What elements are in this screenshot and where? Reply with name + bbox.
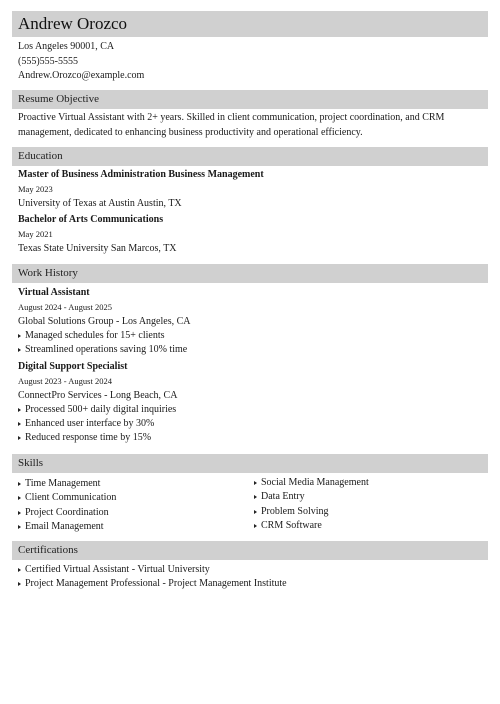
certifications-bullets bbox=[18, 563, 484, 592]
education-degree: Bachelor of Arts Communications bbox=[18, 214, 164, 225]
skill-item: Data Entry bbox=[254, 490, 474, 504]
list-item: Streamlined operations saving 10% time bbox=[18, 343, 484, 357]
list-item: Managed schedules for 15+ clients bbox=[18, 329, 484, 343]
education-date: May 2023 bbox=[18, 184, 53, 194]
list-item: Reduced response time by 15% bbox=[18, 431, 484, 445]
list-item: Processed 500+ daily digital inquiries bbox=[18, 403, 484, 417]
list-item: Enhanced user interface by 30% bbox=[18, 417, 484, 431]
job-dates: August 2024 - August 2025 bbox=[18, 302, 112, 312]
education-degree: Master of Business Administration Business Management bbox=[18, 169, 264, 180]
education-entry bbox=[18, 168, 484, 211]
certification-item: Project Management Professional - Project Management Institute bbox=[18, 577, 484, 591]
job-title: Digital Support Specialist bbox=[18, 360, 128, 372]
section-heading-education: Education bbox=[12, 147, 488, 166]
skills-column-right bbox=[254, 476, 474, 533]
section-heading-certifications: Certifications bbox=[12, 541, 488, 560]
section-heading-work-history: Work History bbox=[12, 264, 488, 283]
skill-item: Time Management bbox=[18, 477, 238, 491]
skill-item: Social Media Management bbox=[254, 476, 474, 490]
skill-item: Project Coordination bbox=[18, 506, 238, 520]
skills-list-right bbox=[254, 476, 474, 533]
skills-list-left bbox=[18, 477, 238, 534]
work-history-list bbox=[18, 286, 484, 445]
job-dates: August 2023 - August 2024 bbox=[18, 375, 112, 386]
skill-item: CRM Software bbox=[254, 519, 474, 533]
education-entry bbox=[18, 213, 484, 256]
certifications-list bbox=[18, 563, 484, 592]
skill-item: Client Communication bbox=[18, 491, 238, 505]
contact-email: Andrew.Orozco@example.com bbox=[18, 70, 145, 81]
education-date: May 2021 bbox=[18, 229, 53, 239]
job-entry bbox=[18, 360, 484, 446]
contact-phone: (555)555-5555 bbox=[18, 55, 78, 67]
skill-item: Problem Solving bbox=[254, 505, 474, 519]
section-heading-skills: Skills bbox=[12, 454, 488, 473]
education-school: Texas State University San Marcos, TX bbox=[18, 243, 177, 254]
certification-item: Certified Virtual Assistant - Virtual University bbox=[18, 563, 484, 577]
education-list bbox=[18, 168, 484, 256]
contact-info bbox=[18, 40, 144, 84]
skill-item: Email Management bbox=[18, 520, 238, 534]
education-school: University of Texas at Austin Austin, TX bbox=[18, 198, 182, 209]
job-bullets bbox=[18, 329, 484, 358]
objective-text: Proactive Virtual Assistant with 2+ years. Skilled in client communication, project coordination, and CRM management, dedicated to enhancing business productivity and operational efficiency. bbox=[18, 112, 445, 138]
section-heading-objective: Resume Objective bbox=[12, 90, 488, 109]
job-entry bbox=[18, 286, 484, 358]
job-company: ConnectPro Services - Long Beach, CA bbox=[18, 389, 178, 401]
contact-address: Los Angeles 90001, CA bbox=[18, 41, 115, 52]
job-bullets bbox=[18, 403, 484, 446]
job-company: Global Solutions Group - Los Angeles, CA bbox=[18, 316, 191, 327]
skills-column-left bbox=[18, 477, 238, 534]
candidate-name: Andrew Orozco bbox=[12, 11, 488, 37]
job-title: Virtual Assistant bbox=[18, 287, 90, 298]
